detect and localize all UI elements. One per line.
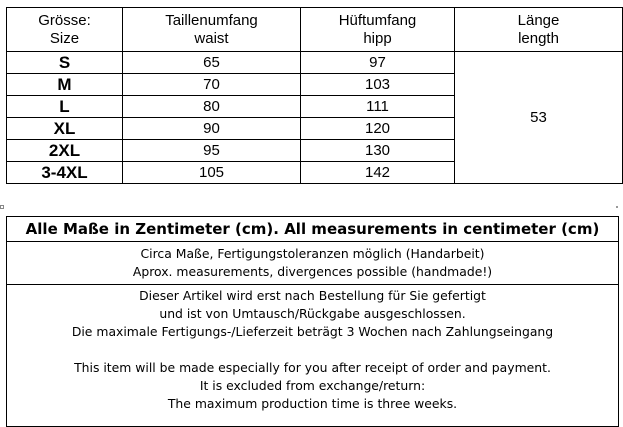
hip-cell: 111 (301, 96, 455, 118)
info-table (6, 216, 619, 427)
size-cell: L (7, 96, 123, 118)
header-length-de: Länge (517, 11, 560, 29)
header-hip-en: hipp (363, 29, 392, 47)
header-size (7, 8, 123, 52)
length-cell: 53 (455, 52, 623, 184)
notice-de-line: Die maximale Fertigungs-/Lieferzeit beträgt 3 Wochen nach Zahlungseingang (71, 324, 554, 339)
header-size-de: Grösse: (38, 11, 91, 29)
approx-note-de: Circa Maße, Fertigungstoleranzen möglich (Handarbeit) (140, 246, 485, 261)
size-cell: S (7, 52, 123, 74)
table-row (7, 52, 623, 74)
hip-cell: 120 (301, 118, 455, 140)
header-hip (301, 8, 455, 52)
size-chart-header-row (7, 8, 623, 52)
header-waist-en: waist (194, 29, 229, 47)
size-cell: XL (7, 118, 123, 140)
notice-de-line: und ist von Umtausch/Rückgabe ausgeschlossen. (159, 306, 466, 321)
hip-cell: 103 (301, 74, 455, 96)
notice-en-line: It is excluded from exchange/return: (199, 378, 426, 393)
notice-en-line: The maximum production time is three weeks. (167, 396, 458, 411)
measurement-note-heading: Alle Maße in Zentimeter (cm). All measurements in centimeter (cm) (7, 217, 619, 242)
notice-en-line: This item will be made especially for you after receipt of order and payment. (74, 360, 551, 375)
decorative-dot (616, 206, 618, 208)
size-cell: 2XL (7, 140, 123, 162)
waist-cell: 65 (123, 52, 301, 74)
header-hip-de: Hüftumfang (338, 11, 417, 29)
paragraph-gap (7, 341, 618, 359)
waist-cell: 95 (123, 140, 301, 162)
size-cell: M (7, 74, 123, 96)
waist-cell: 105 (123, 162, 301, 184)
approx-note-en: Aprox. measurements, divergences possible (handmade!) (132, 264, 493, 279)
hip-cell: 142 (301, 162, 455, 184)
hip-cell: 130 (301, 140, 455, 162)
header-waist-de: Taillenumfang (165, 11, 258, 29)
waist-cell: 70 (123, 74, 301, 96)
production-notice (7, 285, 619, 427)
hip-cell: 97 (301, 52, 455, 74)
header-waist (123, 8, 301, 52)
notice-de-line: Dieser Artikel wird erst nach Bestellung für Sie gefertigt (139, 288, 486, 303)
size-cell: 3-4XL (7, 162, 123, 184)
waist-cell: 90 (123, 118, 301, 140)
waist-cell: 80 (123, 96, 301, 118)
table-anchor-marker[interactable] (0, 205, 4, 209)
header-size-en: Size (49, 29, 80, 47)
size-chart-table (6, 7, 623, 184)
header-length (455, 8, 623, 52)
header-length-en: length (518, 29, 559, 47)
approx-note (7, 242, 619, 285)
